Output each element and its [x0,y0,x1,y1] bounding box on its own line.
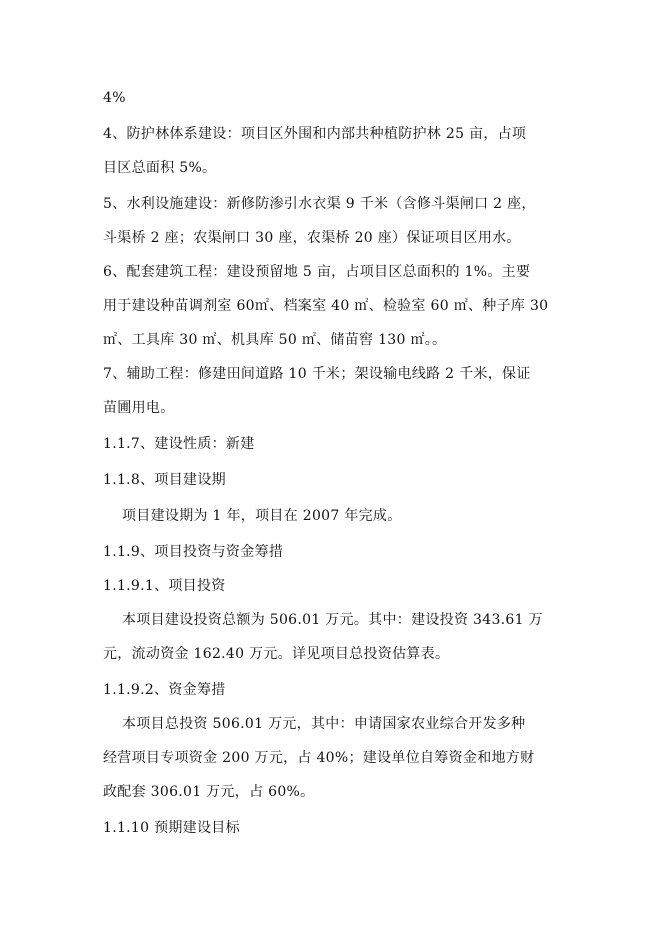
section-heading: 1.1.8、项目建设期 [103,472,226,488]
text-line: 6、配套建筑工程：建设预留地 5 亩，占项目区总面积的 1%。主要 [103,264,531,280]
text-line: 元，流动资金 162.40 万元。详见项目总投资估算表。 [103,646,450,662]
text-line: 5、水利设施建设：新修防渗引水衣渠 9 千米（含修斗渠闸口 2 座， [103,196,536,212]
text-line: 斗渠桥 2 座；农渠闸口 30 座，农渠桥 20 座）保证项目区用水。 [103,230,521,246]
section-heading: 1.1.9.1、项目投资 [103,578,226,594]
text-line: 4、防护林体系建设：项目区外围和内部共种植防护林 25 亩，占项 [103,126,527,142]
text-line: ㎡、工具库 30 ㎡、机具库 50 ㎡、储苗窖 130 ㎡。。 [103,332,447,348]
text-line: 本项目总投资 506.01 万元，其中：申请国家农业综合开发多种 [122,716,526,732]
section-heading: 1.1.9.2、资金筹措 [103,682,226,698]
text-line: 经营项目专项资金 200 万元，占 40%；建设单位自筹资金和地方财 [103,750,535,766]
text-line: 4% [103,90,126,106]
section-heading: 1.1.9、项目投资与资金筹措 [103,544,284,560]
text-line: 用于建设种苗调剂室 60㎡、档案室 40 ㎡、检验室 60 ㎡、种子库 30 [103,298,549,314]
text-line: 目区总面积 5%。 [103,160,217,176]
text-line: 7、辅助工程：修建田间道路 10 千米；架设输电线路 2 千米，保证 [103,366,531,382]
text-line: 苗圃用电。 [103,400,175,416]
text-line: 项目建设期为 1 年，项目在 2007 年完成。 [122,508,402,524]
section-heading: 1.1.10 预期建设目标 [103,820,240,836]
text-line: 本项目建设投资总额为 506.01 万元。其中：建设投资 343.61 万 [122,612,543,628]
text-line: 政配套 306.01 万元，占 60%。 [103,784,315,800]
section-heading: 1.1.7、建设性质：新建 [103,436,255,452]
